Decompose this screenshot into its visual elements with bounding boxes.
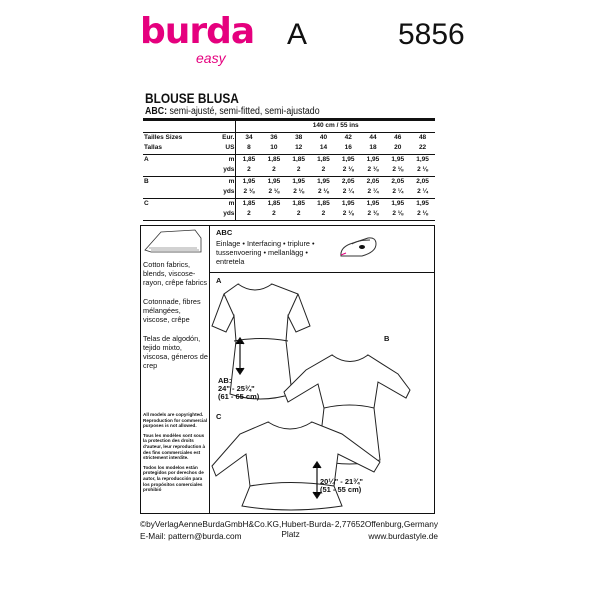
address-word: Burda: [202, 519, 225, 529]
eur-size-row: [143, 132, 435, 143]
meters: 1,95: [286, 176, 311, 187]
row-view: A: [143, 154, 211, 165]
copyright-notices: [143, 412, 209, 493]
yards: 2 ⅛: [392, 166, 404, 174]
us-size: 22: [418, 144, 427, 152]
unit-m: m: [211, 176, 236, 187]
row-view: B: [143, 176, 211, 187]
address-word: GmbH: [224, 519, 249, 529]
unit-m: m: [211, 154, 236, 165]
view-b-label: B: [384, 334, 390, 343]
yardage-table: [143, 118, 435, 221]
address-word: 77652: [341, 519, 365, 529]
yards: 2: [247, 166, 251, 174]
view-c-label: C: [216, 412, 222, 421]
interfacing-text: Einlage • Interfacing • triplure • tussenvoering • mellanlägg • entretela: [216, 239, 315, 266]
pattern-number: 5856: [398, 18, 465, 51]
view-a-label: A: [216, 276, 222, 285]
yards: 2 ⅛: [268, 188, 280, 196]
contact-line: [140, 531, 438, 541]
yards: 2 ¼: [392, 188, 404, 196]
c-length: [320, 478, 363, 494]
email: E-Mail: pattern@burda.com: [140, 531, 242, 541]
fabric-swatch-icon: [143, 228, 205, 254]
meters: 1,95: [410, 198, 435, 209]
us-size: 10: [270, 144, 278, 152]
website: www.burdastyle.de: [368, 531, 438, 541]
ab-cm: (61 - 65 cm): [218, 392, 260, 401]
meters: 1,95: [262, 176, 287, 187]
us-size: 18: [369, 144, 377, 152]
yards: 2 ⅛: [367, 166, 379, 174]
eur-size: 40: [311, 132, 336, 143]
meters: 1,95: [336, 154, 361, 165]
view-letter: A: [287, 18, 308, 51]
table-row: [143, 187, 435, 198]
yards: 2 ⅛: [410, 209, 435, 220]
us-size-row: [143, 143, 435, 154]
table-row: [143, 154, 435, 165]
eur-size: 34: [236, 132, 262, 143]
address-word: &: [248, 519, 255, 529]
meters: 1,95: [336, 198, 361, 209]
unit-yds: yds: [211, 209, 236, 220]
address-word: Offenburg,: [364, 519, 404, 529]
yards: 2 ⅛: [361, 209, 386, 220]
yards: 2 ⅛: [318, 188, 329, 196]
us-size: 16: [344, 144, 352, 152]
fabric-descriptions: [143, 260, 209, 370]
copyright-fr: Tous les modèles sont sous la protection des droits d'auteur, leur reproduction à des fins commerciales est strictement interdite.: [143, 432, 206, 461]
yards: 2 ⅛: [417, 166, 428, 174]
unit-m: m: [211, 198, 236, 209]
ab-length: [218, 377, 259, 401]
meters: 2,05: [361, 176, 386, 187]
address-word: Verlag: [154, 519, 179, 529]
address-word: Co.: [254, 519, 268, 529]
us-size: 8: [247, 144, 251, 152]
ab-label: AB:: [218, 376, 232, 385]
meters: 1,85: [236, 198, 262, 209]
eur-size: 44: [361, 132, 386, 143]
unit-yds: yds: [211, 187, 236, 198]
table-row: [143, 165, 435, 176]
eur-label: Eur.: [211, 132, 236, 143]
meters: 2,05: [410, 176, 435, 187]
yards: 2 ⅛: [293, 188, 305, 196]
c-inches: 20¼" - 21¾": [320, 477, 363, 486]
meters: 1,85: [311, 198, 336, 209]
fabric-es: Telas de algodón, tejido mixto, viscosa, géneros de crep: [143, 334, 208, 370]
address-word: Hubert-Burda-Platz: [281, 519, 334, 539]
yards: 2: [236, 209, 262, 220]
yards: 2: [262, 209, 287, 220]
meters: 1,85: [286, 154, 311, 165]
yards: 2 ¼: [417, 188, 428, 196]
interfacing-views: ABC: [216, 228, 233, 237]
yards: 2: [311, 209, 336, 220]
meters: 1,85: [286, 198, 311, 209]
yards: 2 ¼: [367, 188, 379, 196]
size-label: Tailles Sizes: [143, 132, 211, 143]
meters: 1,95: [410, 154, 435, 165]
row-view: C: [143, 198, 211, 209]
meters: 1,95: [385, 154, 410, 165]
fabric-fr: Cotonnade, fibres mélangées, viscose, crêpe: [143, 297, 201, 324]
yards: 2 ⅛: [342, 166, 354, 174]
yards: 2 ¼: [342, 188, 354, 196]
yards: 2 ⅛: [336, 209, 361, 220]
copyright-en: All models are copyrighted. Reproduction for commercial purposes is not allowed.: [143, 412, 208, 429]
us-label: US: [211, 143, 236, 154]
meters: 1,85: [262, 198, 287, 209]
burda-logo: burda: [140, 11, 255, 52]
meters: 1,85: [236, 154, 262, 165]
us-size: 12: [295, 144, 303, 152]
meters: 1,85: [262, 154, 287, 165]
blank: [143, 209, 211, 220]
address-word: KG,: [267, 519, 282, 529]
yards: 2: [272, 166, 276, 174]
ab-inches: 24" - 25¾": [218, 384, 255, 393]
unit-yds: yds: [211, 165, 236, 176]
table-row: [143, 198, 435, 209]
blank: [143, 120, 236, 133]
fabric-en: Cotton fabrics, blends, viscose-rayon, crêpe fabrics: [143, 260, 208, 287]
meters: 1,95: [385, 198, 410, 209]
meters: 1,85: [311, 154, 336, 165]
fit-label: ABC:: [145, 106, 167, 117]
fit-description: [145, 106, 320, 117]
c-cm: (51 - 55 cm): [320, 485, 362, 494]
garment-title: BLOUSE BLUSA: [145, 90, 239, 106]
meters: 1,95: [361, 154, 386, 165]
table-row: [143, 209, 435, 220]
yards: 2: [296, 166, 301, 174]
address-word: Germany: [403, 519, 438, 529]
blank: [143, 165, 211, 176]
meters: 1,95: [311, 176, 336, 187]
address-word: 2,: [334, 519, 342, 529]
size-label-es: Tallas: [144, 144, 162, 152]
eur-size: 38: [286, 132, 311, 143]
yards: 2 ⅛: [385, 209, 410, 220]
us-size: 14: [319, 144, 328, 152]
yards: 2: [321, 166, 326, 174]
fit-text: semi-ajusté, semi-fitted, semi-ajustado: [167, 106, 320, 117]
address-word: Aenne: [178, 519, 203, 529]
table-row: [143, 176, 435, 187]
eur-size: 46: [385, 132, 410, 143]
yards: 2: [286, 209, 311, 220]
meters: 1,95: [236, 176, 262, 187]
us-size: 20: [394, 144, 402, 152]
eur-size: 48: [410, 132, 435, 143]
burda-logo-easy: easy: [196, 50, 226, 66]
address-word: ©: [140, 519, 147, 529]
iron-icon: [338, 234, 380, 262]
copyright-es: Todos los modelos están protegidos por derechos de autor, la reproducción para los propósitos comerciales prohibió: [143, 464, 204, 493]
address-word: by: [146, 519, 155, 529]
fabric-width: 140 cm / 55 ins: [312, 122, 359, 130]
table-header-row: [143, 120, 435, 133]
meters: 2,05: [336, 176, 361, 187]
yards: 2 ⅛: [243, 188, 255, 196]
blank: [143, 187, 211, 198]
meters: 1,95: [361, 198, 386, 209]
eur-size: 42: [336, 132, 361, 143]
divider: [210, 272, 435, 273]
meters: 2,05: [385, 176, 410, 187]
eur-size: 36: [262, 132, 287, 143]
